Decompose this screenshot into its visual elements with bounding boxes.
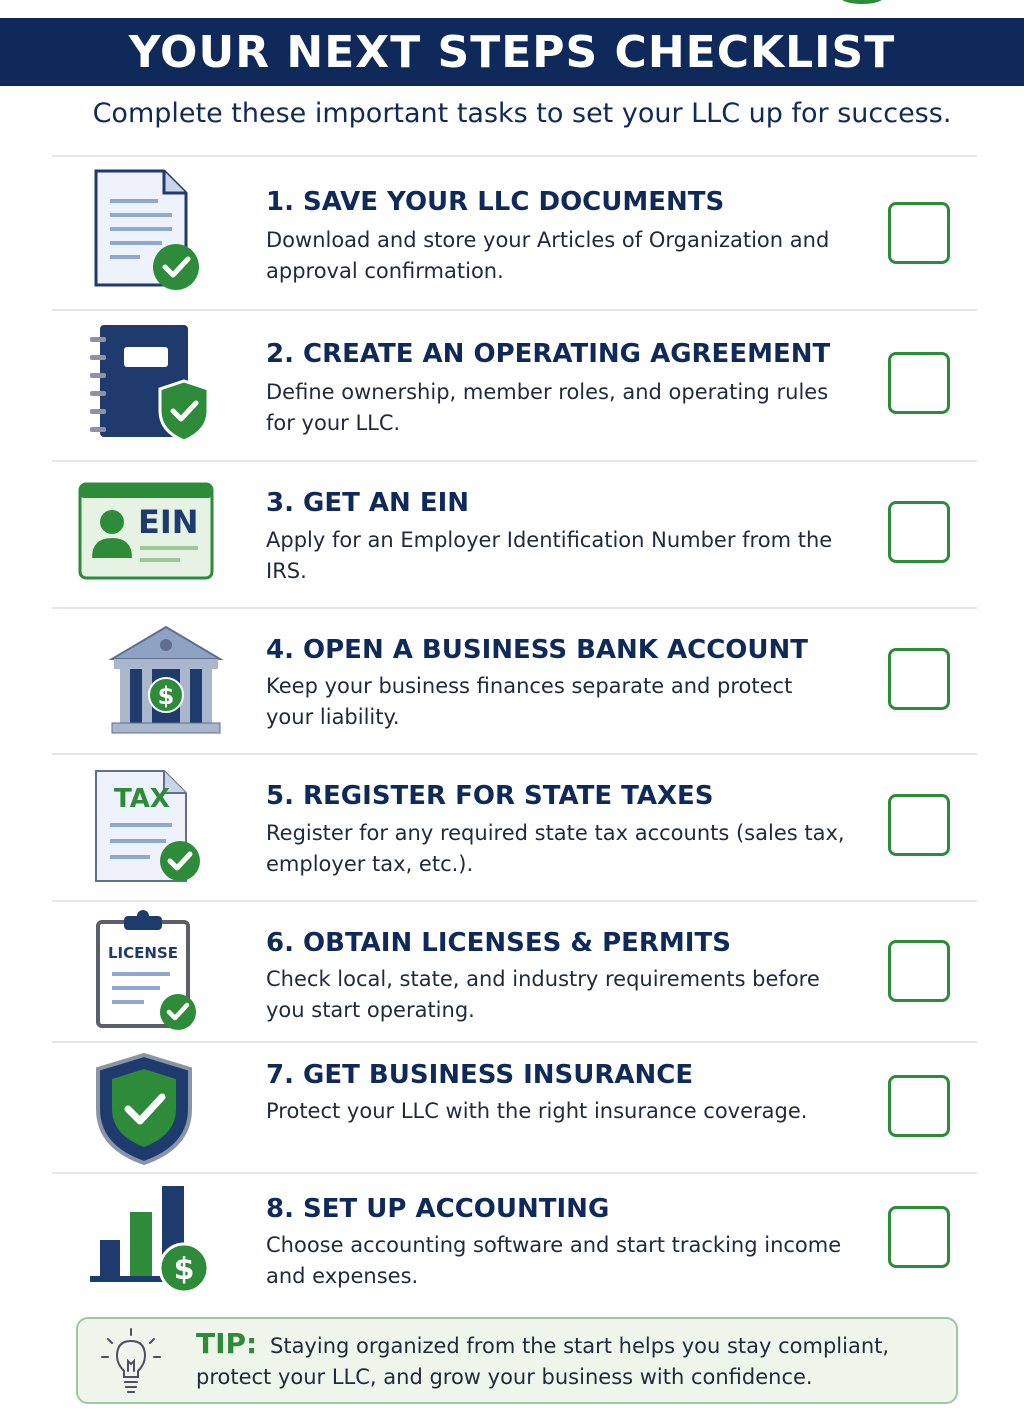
task-checkbox[interactable] — [888, 794, 950, 856]
ein-card-icon — [78, 480, 228, 610]
task-row-7 — [52, 1043, 977, 1172]
svg-text:$: $ — [157, 682, 175, 710]
task-row-5 — [52, 755, 977, 900]
task-title: 1. SAVE YOUR LLC DOCUMENTS — [266, 187, 725, 217]
task-title: 3. GET AN EIN — [266, 488, 470, 518]
task-checkbox[interactable] — [888, 501, 950, 563]
task-description: Protect your LLC with the right insurance coverage. — [266, 1099, 808, 1123]
svg-text:TAX: TAX — [114, 784, 170, 814]
task-description: Choose accounting software and start tracking income and expenses. — [266, 1233, 842, 1288]
bank-icon — [74, 621, 224, 751]
task-checkbox[interactable] — [888, 648, 950, 710]
task-checkbox[interactable] — [888, 1075, 950, 1137]
task-title: 7. GET BUSINESS INSURANCE — [266, 1060, 694, 1090]
task-checkbox[interactable] — [888, 940, 950, 1002]
task-title: 4. OPEN A BUSINESS BANK ACCOUNT — [266, 635, 809, 665]
task-description: Check local, state, and industry requirements before you start operating. — [266, 967, 820, 1022]
task-description: Download and store your Articles of Organization and approval confirmation. — [266, 228, 830, 283]
task-description: Apply for an Employer Identification Number from the IRS. — [266, 528, 833, 583]
task-description: Keep your business finances separate and protect your liability. — [266, 674, 793, 729]
task-checkbox[interactable] — [888, 1206, 950, 1268]
task-checkbox[interactable] — [888, 202, 950, 264]
task-row-2 — [52, 311, 977, 460]
lightbulb-icon — [98, 1327, 164, 1397]
binder-shield-icon — [74, 323, 224, 453]
task-title: 5. REGISTER FOR STATE TAXES — [266, 781, 714, 811]
svg-text:$: $ — [173, 1252, 195, 1287]
task-row-1 — [52, 157, 977, 309]
task-title: 8. SET UP ACCOUNTING — [266, 1194, 610, 1224]
shield-check-icon — [74, 1053, 224, 1183]
license-clipboard-icon — [74, 908, 224, 1038]
bar-chart-dollar-icon — [74, 1182, 224, 1312]
top-strip — [0, 0, 1024, 18]
task-row-4 — [52, 609, 977, 753]
document-check-icon — [74, 167, 224, 297]
header-banner — [0, 18, 1024, 86]
task-description: Register for any required state tax accounts (sales tax, employer tax, etc.). — [266, 821, 845, 876]
svg-text:LICENSE: LICENSE — [108, 944, 178, 962]
decorative-peek — [840, 0, 884, 4]
tip-box — [76, 1317, 958, 1404]
task-title: 6. OBTAIN LICENSES & PERMITS — [266, 928, 731, 958]
tip-text: Staying organized from the start helps you stay compliant, protect your LLC, and grow your business with confidence. — [196, 1334, 890, 1389]
tip-label: TIP: — [196, 1327, 258, 1360]
task-checkbox[interactable] — [888, 352, 950, 414]
page-title: YOUR NEXT STEPS CHECKLIST — [128, 26, 896, 78]
tax-document-icon — [74, 767, 224, 897]
task-row-3 — [52, 462, 977, 607]
svg-text:EIN: EIN — [138, 503, 199, 541]
task-title: 2. CREATE AN OPERATING AGREEMENT — [266, 339, 831, 369]
task-row-6 — [52, 902, 977, 1041]
task-row-8 — [52, 1174, 977, 1312]
page-subtitle: Complete these important tasks to set your LLC up for success. — [92, 98, 952, 129]
task-description: Define ownership, member roles, and operating rules for your LLC. — [266, 380, 829, 435]
